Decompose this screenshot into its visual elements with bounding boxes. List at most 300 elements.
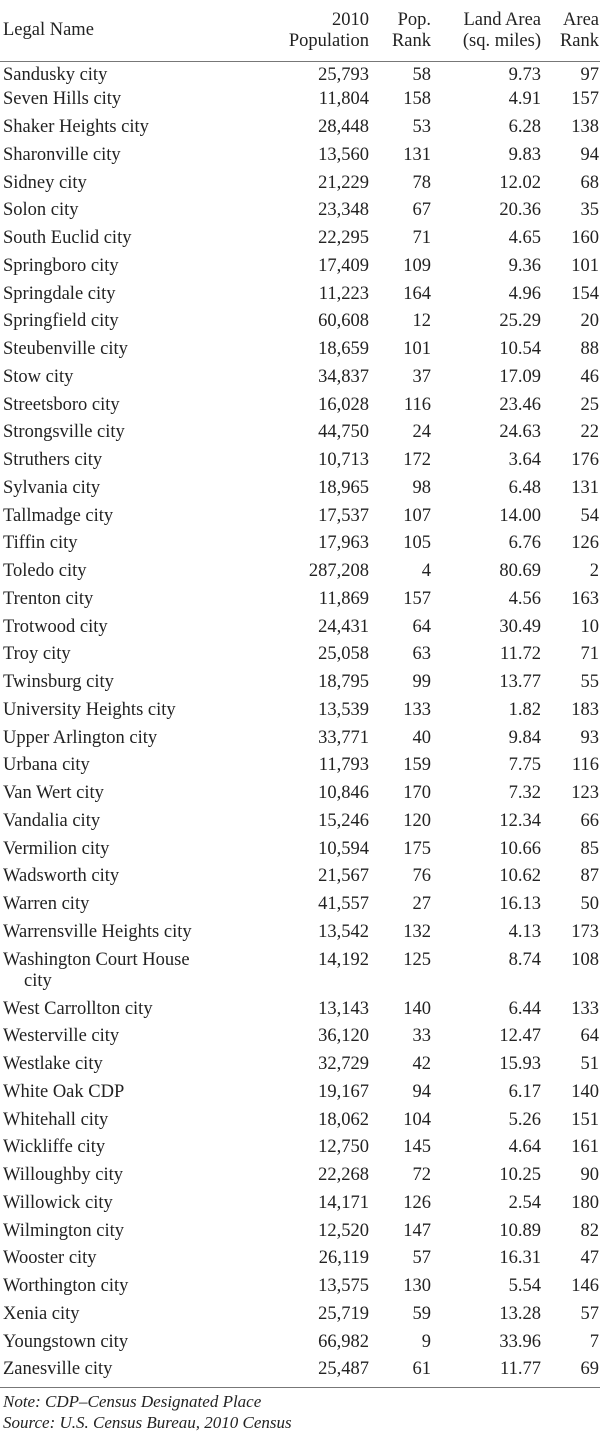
cell-land-area: 4.65 — [508, 228, 541, 248]
cell-area-rank: 160 — [571, 228, 599, 248]
cell-pop-rank: 101 — [403, 339, 431, 359]
table-row — [0, 311, 600, 339]
cell-land-area: 5.54 — [508, 1276, 541, 1296]
cell-population: 18,659 — [318, 339, 369, 359]
cell-legal-name: Trotwood city — [3, 616, 108, 637]
cell-pop-rank: 76 — [412, 866, 431, 887]
cell-legal-name: Strongsville city — [3, 422, 125, 443]
table-row — [0, 999, 600, 1027]
cell-pop-rank: 72 — [412, 1165, 431, 1185]
header-area-rank-line-2: Rank — [559, 30, 599, 51]
cell-population: 13,560 — [318, 144, 369, 165]
cell-legal-name-line: city — [24, 970, 52, 991]
cell-pop-rank: 42 — [412, 1054, 431, 1074]
cell-pop-rank: 24 — [412, 422, 431, 443]
cell-area-rank: 20 — [580, 311, 599, 332]
cell-land-area: 10.25 — [499, 1165, 541, 1185]
table-row — [0, 1193, 600, 1221]
cell-population: 13,539 — [318, 699, 369, 720]
table-row — [0, 117, 600, 145]
cell-population: 13,542 — [318, 921, 369, 942]
cell-population: 14,192 — [318, 949, 369, 970]
cell-land-area: 4.56 — [508, 588, 541, 609]
cell-land-area: 6.76 — [508, 533, 541, 554]
table-row — [0, 367, 600, 395]
cell-pop-rank: 63 — [412, 644, 431, 665]
table-row — [0, 644, 600, 672]
cell-land-area: 6.17 — [508, 1081, 541, 1102]
cell-land-area: 7.32 — [508, 783, 541, 803]
cell-pop-rank: 133 — [403, 699, 431, 720]
cell-pop-rank: 58 — [412, 65, 431, 85]
cell-population: 10,594 — [318, 838, 369, 859]
cell-legal-name: Wilmington city — [3, 1220, 125, 1241]
cell-population: 12,750 — [318, 1137, 369, 1158]
cell-land-area: 80.69 — [499, 561, 541, 581]
header-area-rank-line-1: Area — [563, 9, 599, 30]
cell-legal-name: South Euclid city — [3, 228, 132, 248]
cell-pop-rank: 116 — [403, 394, 431, 415]
cell-legal-name: Warrensville Heights city — [3, 921, 192, 942]
cell-pop-rank: 105 — [403, 533, 431, 554]
cell-area-rank: 108 — [571, 949, 599, 970]
table-row — [0, 700, 600, 728]
cell-legal-name: Springboro city — [3, 255, 119, 276]
cell-pop-rank: 131 — [403, 144, 431, 165]
cell-pop-rank: 104 — [403, 1109, 431, 1130]
cell-legal-name: Urbana city — [3, 755, 90, 776]
cell-legal-name: Steubenville city — [3, 339, 128, 359]
cell-area-rank: 66 — [580, 810, 599, 831]
table-row — [0, 395, 600, 423]
cell-area-rank: 25 — [580, 394, 599, 415]
cell-land-area: 15.93 — [499, 1054, 541, 1074]
cell-legal-name: Warren city — [3, 894, 90, 914]
cell-land-area: 13.77 — [499, 672, 541, 692]
cell-pop-rank: 164 — [403, 283, 431, 304]
cell-area-rank: 163 — [571, 588, 599, 609]
cell-pop-rank: 61 — [370, 1359, 432, 1387]
cell-population: 25,058 — [318, 644, 369, 665]
header-legal-name: Legal Name — [0, 0, 268, 62]
cell-area-rank: 71 — [580, 644, 599, 665]
cell-land-area: 23.46 — [499, 394, 541, 415]
table-row — [0, 1026, 600, 1054]
cell-legal-name: Springfield city — [3, 311, 119, 332]
cell-land-area: 10.66 — [499, 838, 541, 859]
cell-land-area: 9.83 — [508, 144, 541, 165]
cell-population: 287,208 — [308, 561, 369, 581]
cell-pop-rank: 157 — [403, 588, 431, 609]
cell-legal-name: Stow city — [3, 366, 74, 387]
cell-area-rank: 173 — [571, 921, 599, 942]
cell-pop-rank: 9 — [421, 1331, 431, 1352]
cell-legal-name: Zanesville city — [0, 1359, 268, 1387]
cell-legal-name: Toledo city — [3, 561, 87, 581]
cell-pop-rank: 57 — [412, 1248, 431, 1269]
cell-land-area: 4.64 — [508, 1137, 541, 1158]
cell-land-area: 30.49 — [499, 616, 541, 637]
table-row — [0, 589, 600, 617]
table-row — [0, 1248, 600, 1276]
table-row — [0, 755, 600, 783]
cell-area-rank: 88 — [580, 339, 599, 359]
cell-population: 13,143 — [318, 998, 369, 1019]
cell-legal-name: Troy city — [3, 644, 71, 665]
cell-population: 17,537 — [318, 505, 369, 526]
cell-area-rank: 90 — [580, 1165, 599, 1185]
cell-land-area: 9.84 — [508, 727, 541, 748]
table-row — [0, 728, 600, 756]
cell-area-rank: 157 — [571, 89, 599, 110]
cell-land-area: 12.34 — [499, 810, 541, 831]
cell-land-area: 14.00 — [499, 505, 541, 526]
cell-legal-name: Twinsburg city — [3, 672, 114, 692]
cell-population: 28,448 — [318, 117, 369, 137]
cell-area-rank: 161 — [571, 1137, 599, 1158]
cell-population: 18,062 — [318, 1109, 369, 1130]
cell-population: 36,120 — [318, 1026, 369, 1047]
table-row — [0, 533, 600, 561]
cell-land-area: 33.96 — [499, 1331, 541, 1352]
cell-population: 26,119 — [318, 1248, 369, 1269]
table-row — [0, 1082, 600, 1110]
cell-population: 11,793 — [318, 755, 369, 776]
cell-land-area: 6.48 — [508, 477, 541, 498]
cell-land-area: 3.64 — [508, 450, 541, 470]
cell-area-rank: 126 — [571, 533, 599, 554]
cell-area-rank: 140 — [571, 1081, 599, 1102]
cell-area-rank: 146 — [571, 1276, 599, 1296]
cell-population: 22,268 — [318, 1165, 369, 1185]
cell-population: 25,793 — [318, 65, 369, 85]
cell-population: 11,223 — [318, 283, 369, 304]
cell-land-area: 16.31 — [499, 1248, 541, 1269]
cell-population: 13,575 — [318, 1276, 369, 1296]
cell-pop-rank: 126 — [403, 1192, 431, 1213]
header-land-area-line-2: (sq. miles) — [462, 30, 541, 51]
cell-population: 23,348 — [318, 200, 369, 221]
cell-population: 10,846 — [318, 783, 369, 803]
cell-legal-name: Willowick city — [3, 1192, 113, 1213]
cell-legal-name: Springdale city — [3, 283, 116, 304]
table-row — [0, 1110, 600, 1138]
cell-population: 22,295 — [318, 228, 369, 248]
cell-pop-rank: 130 — [403, 1276, 431, 1296]
cell-area-rank: 51 — [580, 1054, 599, 1074]
table-row — [0, 839, 600, 867]
cell-legal-name: Tallmadge city — [3, 505, 114, 526]
header-land-area — [432, 0, 542, 62]
table-row — [0, 284, 600, 312]
cell-pop-rank: 33 — [412, 1026, 431, 1047]
cell-pop-rank: 172 — [403, 450, 431, 470]
cell-land-area: 12.02 — [499, 172, 541, 193]
cell-land-area: 7.75 — [508, 755, 541, 776]
cell-legal-name: Streetsboro city — [3, 394, 120, 415]
cell-pop-rank: 12 — [412, 311, 431, 332]
cell-pop-rank: 175 — [403, 838, 431, 859]
table-row — [0, 173, 600, 201]
cell-legal-name: Youngstown city — [3, 1331, 129, 1352]
cell-pop-rank: 78 — [412, 172, 431, 193]
cell-area-rank: 2 — [589, 561, 599, 581]
cell-area-rank: 64 — [580, 1026, 599, 1047]
cell-land-area: 9.36 — [508, 255, 541, 276]
cell-area-rank: 22 — [580, 422, 599, 443]
table-row — [0, 145, 600, 173]
table-notes — [0, 1391, 600, 1433]
cell-area-rank: 183 — [571, 699, 599, 720]
cell-area-rank: 87 — [580, 866, 599, 887]
cell-area-rank: 69 — [542, 1359, 600, 1387]
cell-population: 41,557 — [318, 894, 369, 914]
cell-population: 14,171 — [318, 1192, 369, 1213]
cell-land-area: 11.72 — [500, 644, 541, 665]
cell-legal-name: White Oak CDP — [3, 1081, 125, 1102]
table-row — [0, 894, 600, 922]
cell-area-rank: 97 — [580, 65, 599, 85]
table-row — [0, 1276, 600, 1304]
cell-area-rank: 138 — [571, 117, 599, 137]
cell-area-rank: 94 — [580, 144, 599, 165]
cell-area-rank: 57 — [580, 1303, 599, 1324]
table-row — [0, 1304, 600, 1332]
cell-land-area: 25.29 — [499, 311, 541, 332]
table-row — [0, 256, 600, 284]
cell-population: 32,729 — [318, 1054, 369, 1074]
cell-land-area: 20.36 — [499, 200, 541, 221]
table-row — [0, 561, 600, 589]
cell-land-area: 10.62 — [499, 866, 541, 887]
cell-land-area: 24.63 — [499, 422, 541, 443]
cell-legal-name: Xenia city — [3, 1303, 80, 1324]
table-row — [0, 1137, 600, 1165]
cell-population: 25,719 — [318, 1303, 369, 1324]
cell-land-area: 12.47 — [499, 1026, 541, 1047]
cell-pop-rank: 107 — [403, 505, 431, 526]
cell-area-rank: 176 — [571, 450, 599, 470]
cell-population: 17,963 — [318, 533, 369, 554]
cell-pop-rank: 4 — [421, 561, 431, 581]
cell-legal-name: Sharonville city — [3, 144, 121, 165]
cell-area-rank: 55 — [580, 672, 599, 692]
cell-land-area: 9.73 — [508, 65, 541, 85]
cell-population: 18,965 — [318, 477, 369, 498]
table-row — [0, 1165, 600, 1193]
cell-legal-name: Struthers city — [3, 450, 103, 470]
header-area-rank — [542, 0, 600, 62]
cell-legal-name: Worthington city — [3, 1276, 129, 1296]
table-row — [0, 1221, 600, 1249]
table-row — [0, 450, 600, 478]
header-pop-rank — [370, 0, 432, 62]
cell-population: 33,771 — [318, 727, 369, 748]
cell-pop-rank: 140 — [403, 998, 431, 1019]
table-row — [0, 922, 600, 950]
header-population — [268, 0, 370, 62]
cell-pop-rank: 98 — [412, 477, 431, 498]
cell-pop-rank: 99 — [412, 672, 431, 692]
cell-area-rank: 47 — [580, 1248, 599, 1269]
cell-legal-name: Willoughby city — [3, 1165, 124, 1185]
cell-land-area: 5.26 — [508, 1109, 541, 1130]
table-row — [0, 1332, 600, 1360]
table-row — [0, 478, 600, 506]
cell-area-rank: 180 — [571, 1192, 599, 1213]
cell-area-rank: 50 — [580, 894, 599, 914]
table-row — [0, 617, 600, 645]
cell-pop-rank: 159 — [403, 755, 431, 776]
table-row — [0, 672, 600, 700]
table-row — [0, 200, 600, 228]
cell-legal-name: Whitehall city — [3, 1109, 109, 1130]
header-population-line-2: Population — [288, 30, 369, 51]
cell-population: 25,487 — [268, 1359, 370, 1387]
cell-pop-rank: 120 — [403, 810, 431, 831]
cell-area-rank: 7 — [589, 1331, 599, 1352]
cell-legal-name: Upper Arlington city — [3, 727, 158, 748]
table-row — [0, 783, 600, 811]
cell-area-rank: 82 — [580, 1220, 599, 1241]
cell-area-rank: 123 — [571, 783, 599, 803]
table-row — [0, 506, 600, 534]
cell-pop-rank: 158 — [403, 89, 431, 110]
cell-pop-rank: 132 — [403, 921, 431, 942]
note-line: Note: CDP–Census Designated Place — [3, 1391, 262, 1411]
cell-population: 19,167 — [318, 1081, 369, 1102]
cell-pop-rank: 53 — [412, 117, 431, 137]
cell-legal-name: Tiffin city — [3, 533, 78, 554]
cell-area-rank: 154 — [571, 283, 599, 304]
cell-area-rank: 35 — [580, 200, 599, 221]
cell-land-area: 6.44 — [508, 998, 541, 1019]
cell-legal-name: West Carrollton city — [3, 998, 153, 1019]
table-row — [0, 811, 600, 839]
cell-pop-rank: 109 — [403, 255, 431, 276]
cell-population: 21,229 — [318, 172, 369, 193]
cell-legal-name: Shaker Heights city — [3, 117, 149, 137]
cell-population: 15,246 — [318, 810, 369, 831]
cell-legal-name: Vermilion city — [3, 838, 110, 859]
table-row — [0, 228, 600, 256]
cell-pop-rank: 37 — [412, 366, 431, 387]
cell-land-area: 16.13 — [499, 894, 541, 914]
cell-population: 11,804 — [318, 89, 369, 110]
cell-land-area: 11.77 — [432, 1359, 542, 1387]
header-pop-rank-line-2: Rank — [391, 30, 431, 51]
table-row — [0, 1054, 600, 1082]
cell-legal-name-line: Washington Court House — [3, 949, 190, 970]
cell-population: 12,520 — [318, 1220, 369, 1241]
cell-population: 66,982 — [318, 1331, 369, 1352]
table-row — [0, 339, 600, 367]
cell-legal-name: Westlake city — [3, 1054, 103, 1074]
cell-legal-name: Trenton city — [3, 588, 94, 609]
header-pop-rank-line-1: Pop. — [397, 9, 431, 30]
cell-legal-name: Wooster city — [3, 1248, 97, 1269]
cell-population: 18,795 — [318, 672, 369, 692]
table-row — [0, 89, 600, 117]
cell-legal-name — [0, 950, 268, 999]
cell-legal-name: Sidney city — [3, 172, 87, 193]
cell-area-rank: 116 — [571, 755, 599, 776]
cell-land-area: 4.13 — [508, 921, 541, 942]
cell-area-rank: 10 — [580, 616, 599, 637]
cell-area-rank: 46 — [580, 366, 599, 387]
cell-area-rank: 151 — [571, 1109, 599, 1130]
cell-population: 21,567 — [318, 866, 369, 887]
cell-legal-name: Wadsworth city — [3, 866, 120, 887]
cell-pop-rank: 59 — [412, 1303, 431, 1324]
cell-pop-rank: 147 — [403, 1220, 431, 1241]
header-row — [0, 0, 600, 62]
cell-legal-name: Westerville city — [3, 1026, 120, 1047]
header-population-line-1: 2010 — [332, 9, 369, 30]
cell-legal-name: Wickliffe city — [3, 1137, 106, 1158]
cell-legal-name: Vandalia city — [3, 810, 101, 831]
table-body — [0, 62, 600, 1388]
table-row — [0, 950, 600, 999]
cell-area-rank: 131 — [571, 477, 599, 498]
table-row — [0, 62, 600, 90]
cell-pop-rank: 94 — [412, 1081, 431, 1102]
cell-pop-rank: 67 — [412, 200, 431, 221]
cell-land-area: 4.96 — [508, 283, 541, 304]
header-land-area-line-1: Land Area — [463, 9, 541, 30]
cell-land-area: 17.09 — [499, 366, 541, 387]
cell-population: 60,608 — [318, 311, 369, 332]
cell-pop-rank: 71 — [412, 228, 431, 248]
cell-legal-name: Seven Hills city — [3, 89, 122, 110]
cell-pop-rank: 40 — [412, 727, 431, 748]
cell-population: 44,750 — [318, 422, 369, 443]
cell-legal-name: University Heights city — [3, 699, 176, 720]
cell-legal-name: Sylvania city — [3, 477, 101, 498]
cell-land-area: 10.89 — [499, 1220, 541, 1241]
cell-pop-rank: 170 — [403, 783, 431, 803]
cell-population: 34,837 — [318, 366, 369, 387]
cell-pop-rank: 64 — [412, 616, 431, 637]
cell-area-rank: 54 — [580, 505, 599, 526]
cell-population: 10,713 — [318, 450, 369, 470]
cell-pop-rank: 125 — [403, 949, 431, 970]
cell-land-area: 2.54 — [508, 1192, 541, 1213]
cell-land-area: 8.74 — [508, 949, 541, 970]
table-row — [0, 866, 600, 894]
cell-pop-rank: 27 — [412, 894, 431, 914]
cell-legal-name: Solon city — [3, 200, 79, 221]
cell-land-area: 4.91 — [508, 89, 541, 110]
cell-population: 16,028 — [318, 394, 369, 415]
cell-area-rank: 93 — [580, 727, 599, 748]
cell-legal-name: Van Wert city — [3, 783, 104, 803]
cell-population: 11,869 — [318, 588, 369, 609]
table-row — [0, 422, 600, 450]
cell-population: 24,431 — [318, 616, 369, 637]
table-header — [0, 0, 600, 62]
cell-area-rank: 133 — [571, 998, 599, 1019]
cell-land-area: 6.28 — [508, 117, 541, 137]
cell-area-rank: 85 — [580, 838, 599, 859]
source-line: Source: U.S. Census Bureau, 2010 Census — [3, 1412, 292, 1432]
cell-population: 17,409 — [318, 255, 369, 276]
table-row — [0, 1359, 600, 1387]
cell-area-rank: 68 — [580, 172, 599, 193]
cell-land-area: 1.82 — [508, 699, 541, 720]
cell-area-rank: 101 — [571, 255, 599, 276]
cell-pop-rank: 145 — [403, 1137, 431, 1158]
